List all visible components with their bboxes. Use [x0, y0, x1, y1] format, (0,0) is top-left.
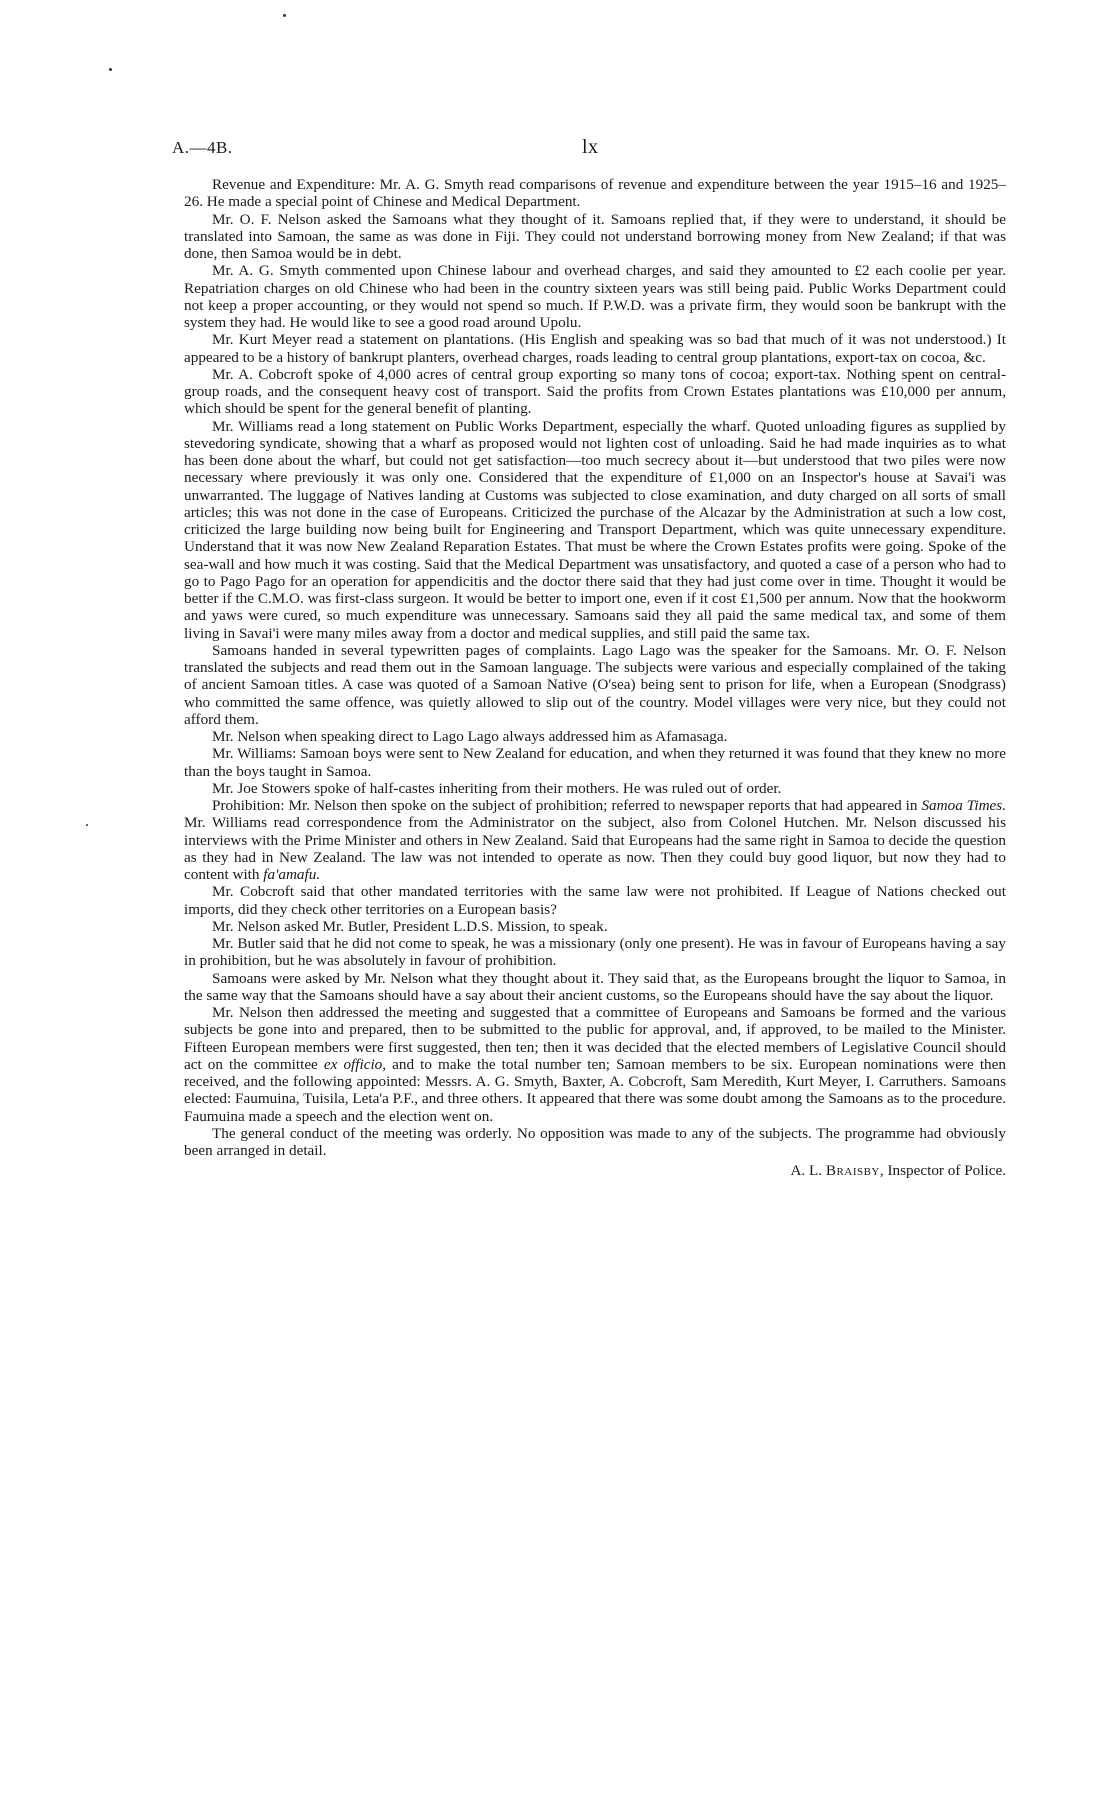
committee-text-1: Mr. Nelson then addressed the meeting and suggested that a committee of Europeans and Samoans be formed and the various subjects be gone into and prepared, then to be submitted to the public for approval, and, if approved, to be mailed to the Minister. Fifteen European members were first suggested, then ten; then it was decided that the elected members of Legislative Council should act on the committee: [184, 1004, 1006, 1073]
paragraph-mandated-territories: Mr. Cobcroft said that other mandated territories with the same law were not prohibited. If League of Nations checked out imports, did they check other territories on a European basis?: [184, 883, 1006, 918]
prohibition-text-2: Mr. Williams read correspondence from the Administrator on the subject, also from Colonel Hutchen. Mr. Nelson discussed his interviews with the Prime Minister and others in New Zealand. Said that Europeans had the same right in Samoa to decide the question as they had in New Zealand. The law was not intended to operate as now. Then they could buy good liquor, but now they had to content with: [184, 814, 1006, 883]
paragraph-committee: [184, 1004, 1006, 1125]
paragraph-nelson-samoans: Mr. O. F. Nelson asked the Samoans what they thought of it. Samoans replied that, if they were to understand, it should be translated into Samoan, the same as was done in Fiji. They could not understand borrowing money from New Zealand; if that was done, then Samoa would be in debt.: [184, 210, 1006, 262]
paragraph-closing: The general conduct of the meeting was orderly. No opposition was made to any of the subjects. The programme had obviously been arranged in detail.: [184, 1124, 1006, 1159]
document-code: A.—4B.: [172, 138, 233, 157]
scan-speck: [109, 68, 112, 71]
paragraph-butler-invite: Mr. Nelson asked Mr. Butler, President L.D.S. Mission, to speak.: [212, 917, 608, 935]
paragraph-smyth-chinese: Mr. A. G. Smyth commented upon Chinese labour and overhead charges, and said they amounted to £2 each coolie per year. Repatriation charges on old Chinese who had been in the country sixteen years was still being paid. Public Works Department could not keep a proper accounting, or they would not spend so much. If P.W.D. was a private firm, they would soon be bankrupt with the system they had. He would like to see a good road around Upolu.: [184, 262, 1006, 331]
signature-initials: A. L.: [790, 1162, 826, 1180]
liquor-term: fa'amafu.: [263, 866, 321, 883]
paragraph-prohibition: [184, 797, 1006, 883]
signature-surname: Braisby: [825, 1162, 880, 1180]
paragraph-education: Mr. Williams: Samoan boys were sent to New Zealand for education, and when they returned it was found that they knew no more than the boys taught in Samoa.: [184, 745, 1006, 780]
committee-text-2: and to make the total number ten; Samoan members to be six. European nominations were then received, and the following appointed: Messrs. A. G. Smyth, Baxter, A. Cobcroft, Sam Meredith, Kurt Meyer, I. Carruthers. Samoans elected: Faumuina, Tuisila, Leta'a P.F., and three others. It appeared that there was some doubt among the Samoans as to the procedure. Faumuina made a speech and the election went on.: [184, 1055, 1006, 1125]
report-body: [184, 176, 1006, 1180]
scan-speck: [283, 14, 286, 17]
prohibition-text-1: Prohibition: Mr. Nelson then spoke on the subject of prohibition; referred to newspaper reports that had appeared in: [212, 797, 922, 814]
page-header: [172, 138, 1002, 162]
paragraph-butler-missionary: Mr. Butler said that he did not come to speak, he was a missionary (only one present). He was in favour of Europeans having a say in prohibition, but he was absolutely in favour of prohibition.: [184, 935, 1006, 970]
paragraph-revenue: Revenue and Expenditure: Mr. A. G. Smyth read comparisons of revenue and expenditure between the year 1915–16 and 1925–26. He made a special point of Chinese and Medical Department.: [184, 176, 1006, 211]
ex-officio-term: ex officio,: [323, 1055, 387, 1073]
signature: [184, 1162, 1006, 1179]
scan-speck: [86, 824, 88, 826]
paragraph-meyer-plantations: Mr. Kurt Meyer read a statement on plantations. (His English and speaking was so bad that much of it was not understood.) It appeared to be a history of bankrupt planters, overhead charges, roads leading to central group plantations, export-tax on cocoa, &c.: [184, 331, 1006, 366]
paragraph-afamasaga: Mr. Nelson when speaking direct to Lago Lago always addressed him as Afamasaga.: [212, 728, 728, 745]
paragraph-half-castes: Mr. Joe Stowers spoke of half-castes inheriting from their mothers. He was ruled out of order.: [212, 779, 782, 797]
signature-title: , Inspector of Police.: [879, 1162, 1006, 1180]
paragraph-samoans-liquor: Samoans were asked by Mr. Nelson what they thought about it. They said that, as the Europeans brought the liquor to Samoa, in the same way that the Samoans should have a say about their ancient customs, so the Europeans should have the say about the liquor.: [184, 969, 1006, 1004]
paragraph-samoan-complaints: Samoans handed in several typewritten pages of complaints. Lago Lago was the speaker for the Samoans. Mr. O. F. Nelson translated the subjects and read them out in the Samoan language. The subjects were various and especially complained of the taking of ancient Samoan titles. A case was quoted of a Samoan Native (O'sea) being sent to prison for life, when a European (Snodgrass) who committed the same offence, was quietly allowed to slip out of the country. Model villages were very nice, but they could not afford them.: [184, 641, 1006, 728]
newspaper-title: Samoa Times.: [921, 797, 1007, 814]
paragraph-cobcroft-cocoa: Mr. A. Cobcroft spoke of 4,000 acres of central group exporting so many tons of cocoa; export-tax. Nothing spent on central-group roads, and the consequent heavy cost of transport. Said the profits from Crown Estates plantations was £10,000 per annum, which should be spent for the general benefit of planting.: [184, 365, 1006, 418]
paragraph-williams-public-works: Mr. Williams read a long statement on Public Works Department, especially the wharf. Quoted unloading figures as supplied by stevedoring syndicate, showing that a wharf as proposed would not lighten cost of unloading. Said he had made inquiries as to what has been done about the wharf, but could not get satisfaction—too much secrecy about it—but understood that two piles were now necessary where previously it was only one. Considered that the expenditure of £1,000 on an Inspector's house at Savai'i was unwarranted. The luggage of Natives landing at Customs was subjected to close examination, and duty charged on all sorts of small articles; this was not done in the case of Europeans. Criticized the purchase of the Alcazar by the Administration at such a low cost, criticized the large building now being built for Engineering and Transport Department, which was quite unnecessary expenditure. Understand that it was now New Zealand Reparation Estates. That must be where the Crown Estates profits were going. Spoke of the sea-wall and how much it was costing. Said that the Medical Department was unsatisfactory, and quoted a case of a person who had to go to Pago Pago for an operation for appendicitis and the doctor there said that they had just come over in time. Thought it would be better if the C.M.O. was first-class surgeon. It would be better to import one, even if it cost £1,500 per annum. Now that the hookworm and yaws were cured, so much expenditure was unnecessary. Samoans said they all paid the same medical tax, and some of them living in Savai'i were many miles away from a doctor and medical supplies, and still paid the same tax.: [184, 417, 1006, 642]
page-number: lx: [582, 136, 599, 158]
